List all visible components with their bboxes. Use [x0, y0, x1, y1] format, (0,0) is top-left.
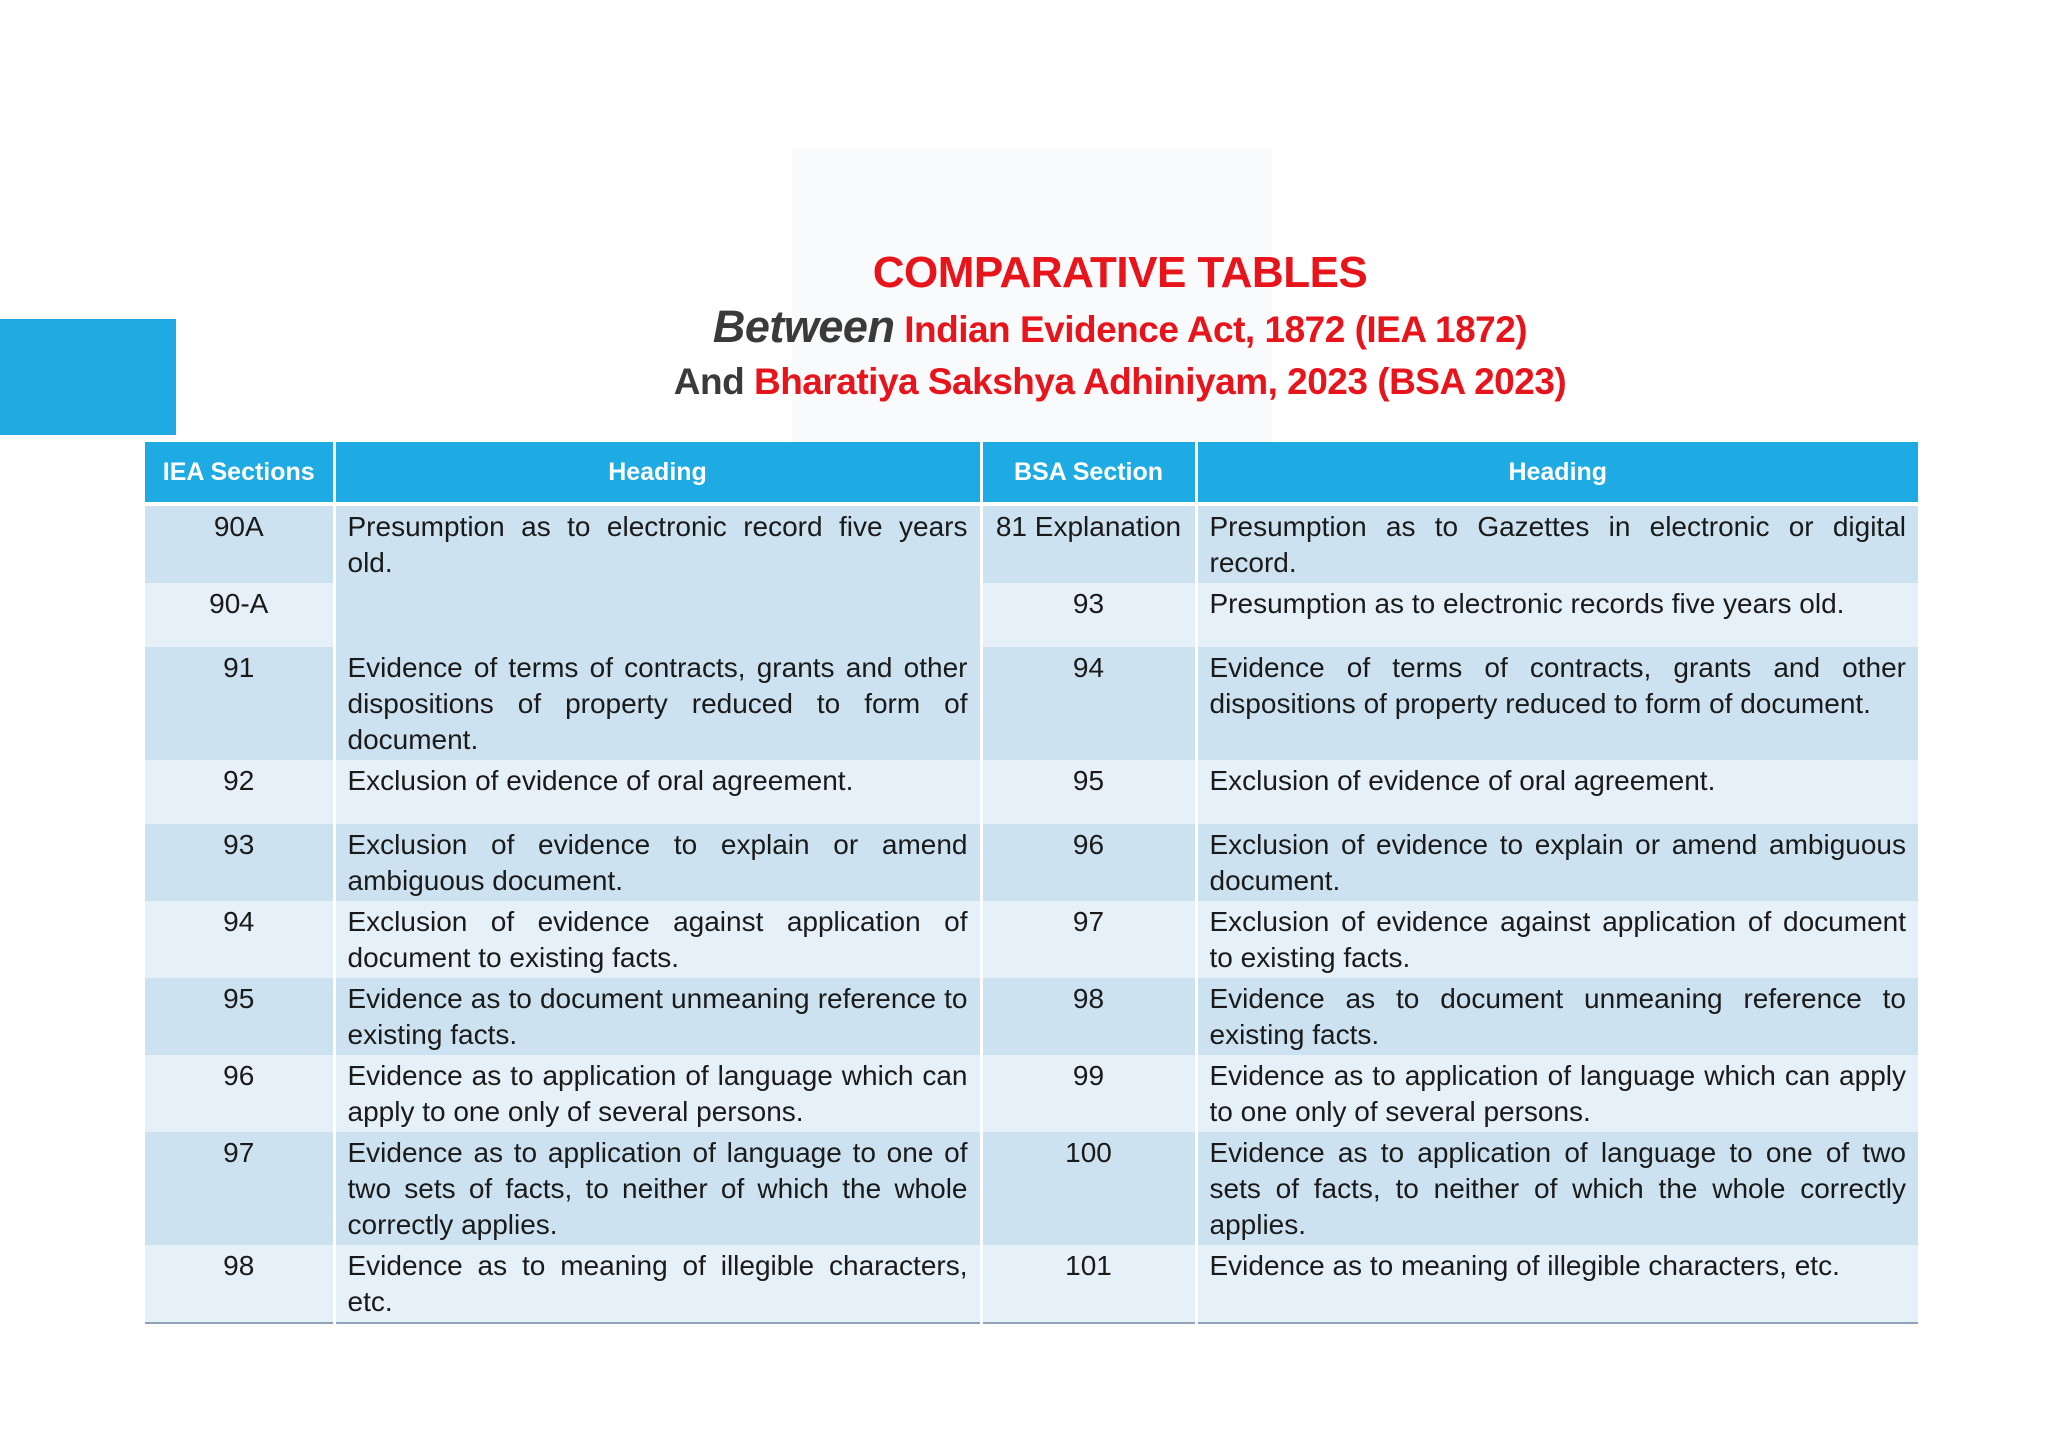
bsa-section-cell: 94 [981, 647, 1196, 760]
bsa-heading-cell: Evidence as to application of language which can apply to one only of several persons. [1196, 1055, 1918, 1132]
bsa-section-cell: 100 [981, 1132, 1196, 1245]
iea-section-cell: 95 [145, 978, 334, 1055]
iea-section-cell: 90A [145, 504, 334, 583]
header-iea-sections: IEA Sections [145, 442, 334, 504]
subtitle-act-bsa: Bharatiya Sakshya Adhiniyam, 2023 (BSA 2023) [753, 361, 1567, 402]
table-row [145, 1055, 1918, 1132]
bsa-section-cell: 93 [981, 583, 1196, 647]
iea-heading-cell: Evidence as to application of language to one of two sets of facts, to neither of which the whole correctly applies. [334, 1132, 981, 1245]
table-row [145, 824, 1918, 901]
bsa-section-cell: 98 [981, 978, 1196, 1055]
bsa-section-cell: 101 [981, 1245, 1196, 1323]
bsa-heading-cell: Evidence of terms of contracts, grants and other dispositions of property reduced to form of document. [1196, 647, 1918, 760]
iea-section-cell: 97 [145, 1132, 334, 1245]
table-row [145, 760, 1918, 824]
iea-heading-cell: Evidence as to document unmeaning reference to existing facts. [334, 978, 981, 1055]
subtitle-prefix-and: And [673, 361, 745, 402]
iea-heading-cell: Evidence as to meaning of illegible characters, etc. [334, 1245, 981, 1323]
table-header-row [145, 442, 1918, 504]
subtitle-prefix-between: Between [712, 301, 895, 352]
comparative-table [145, 442, 1918, 1324]
iea-section-cell: 98 [145, 1245, 334, 1323]
iea-heading-cell: Exclusion of evidence of oral agreement. [334, 760, 981, 824]
bsa-section-cell: 97 [981, 901, 1196, 978]
bsa-heading-cell: Presumption as to Gazettes in electronic or digital record. [1196, 504, 1918, 583]
iea-heading-cell: Evidence as to application of language which can apply to one only of several persons. [334, 1055, 981, 1132]
iea-heading-cell: Presumption as to electronic record five years old. [334, 504, 981, 647]
header-bsa-heading: Heading [1196, 442, 1918, 504]
accent-block [0, 319, 176, 435]
bsa-heading-cell: Evidence as to meaning of illegible characters, etc. [1196, 1245, 1918, 1323]
bsa-heading-cell: Evidence as to application of language to one of two sets of facts, to neither of which the whole correctly applies. [1196, 1132, 1918, 1245]
iea-heading-cell: Exclusion of evidence to explain or amend ambiguous document. [334, 824, 981, 901]
bsa-section-cell: 96 [981, 824, 1196, 901]
bsa-section-cell: 95 [981, 760, 1196, 824]
table-row [145, 647, 1918, 760]
table-row [145, 901, 1918, 978]
bsa-heading-cell: Exclusion of evidence against application of document to existing facts. [1196, 901, 1918, 978]
bsa-heading-cell: Presumption as to electronic records five years old. [1196, 583, 1918, 647]
bsa-heading-cell: Exclusion of evidence of oral agreement. [1196, 760, 1918, 824]
bsa-section-cell: 81 Explanation [981, 504, 1196, 583]
subtitle-line-2 [560, 356, 1680, 408]
table-row [145, 1245, 1918, 1323]
page-title: COMPARATIVE TABLES [872, 248, 1368, 297]
bsa-section-cell: 99 [981, 1055, 1196, 1132]
iea-section-cell: 94 [145, 901, 334, 978]
table-row [145, 978, 1918, 1055]
iea-section-cell: 92 [145, 760, 334, 824]
iea-section-cell: 96 [145, 1055, 334, 1132]
subtitle-line-1 [560, 301, 1680, 356]
iea-section-cell: 91 [145, 647, 334, 760]
bsa-heading-cell: Exclusion of evidence to explain or amend ambiguous document. [1196, 824, 1918, 901]
header-iea-heading: Heading [334, 442, 981, 504]
iea-section-cell: 90-A [145, 583, 334, 647]
iea-section-cell: 93 [145, 824, 334, 901]
table-row [145, 504, 1918, 583]
iea-heading-cell: Evidence of terms of contracts, grants and other dispositions of property reduced to form of document. [334, 647, 981, 760]
header-bsa-section: BSA Section [981, 442, 1196, 504]
table-row [145, 1132, 1918, 1245]
bsa-heading-cell: Evidence as to document unmeaning reference to existing facts. [1196, 978, 1918, 1055]
subtitle-act-iea: Indian Evidence Act, 1872 (IEA 1872) [904, 309, 1528, 350]
iea-heading-cell: Exclusion of evidence against application of document to existing facts. [334, 901, 981, 978]
title-block [560, 245, 1680, 408]
